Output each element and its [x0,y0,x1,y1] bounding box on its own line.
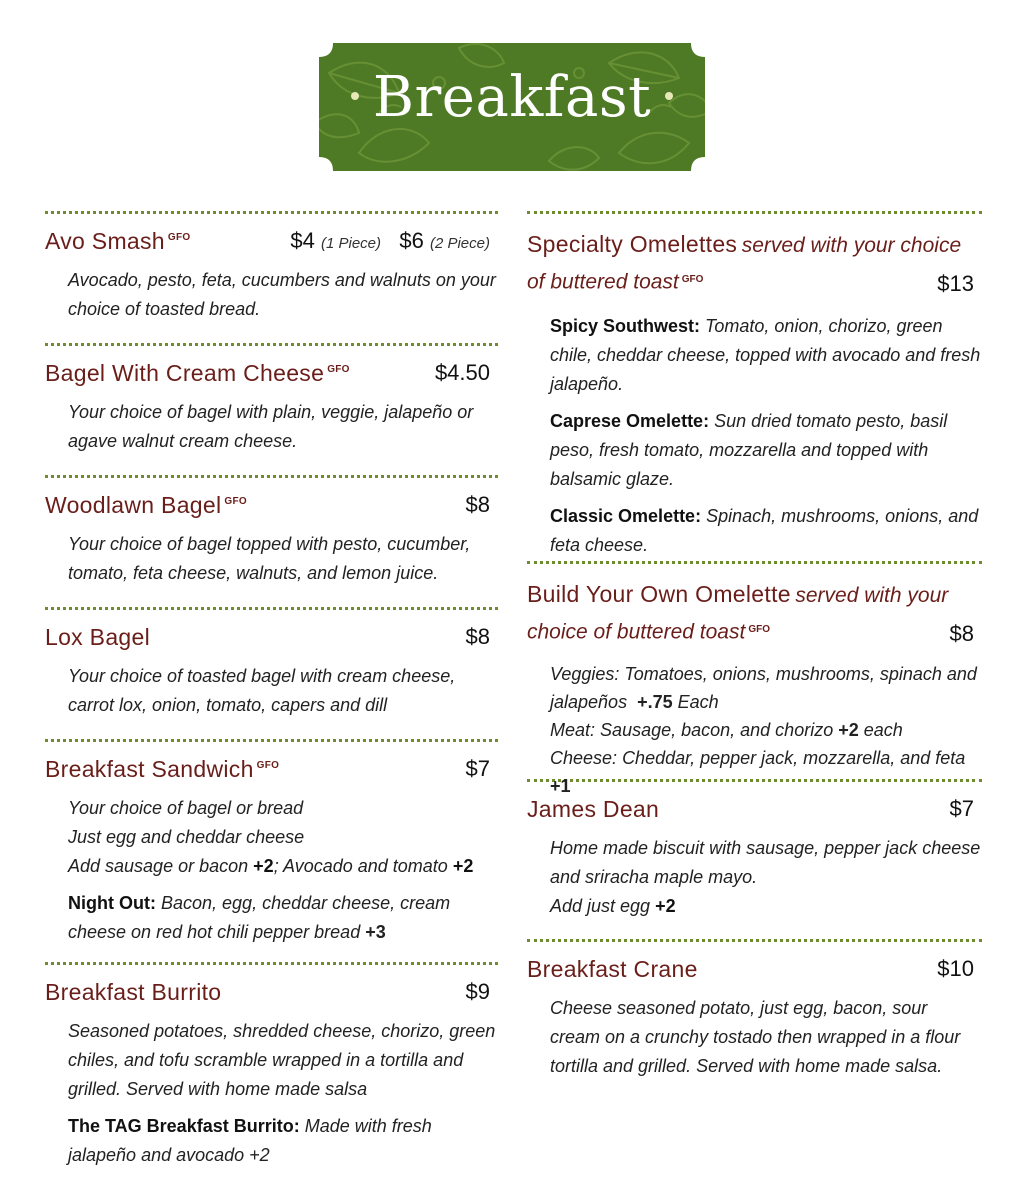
banner-title: Breakfast [372,65,652,130]
menu-item-specialty-omelettes [527,214,982,561]
item-description: Cheese seasoned potato, just egg, bacon, sour cream on a crunchy tostado then wrapped in a flour tortilla and grilled. Served with home made salsa. [550,998,961,1076]
menu-item-woodlawn-bagel [45,478,498,607]
item-price: $13 [937,271,974,297]
sub-item-spicy-southwest: Spicy Southwest: Tomato, onion, chorizo, green chile, cheddar cheese, topped with avocado and fresh jalapeño. [550,316,981,395]
sub-item-caprese: Caprese Omelette: Sun dried tomato pesto, basil peso, fresh tomato, mozzarella and topped with balsamic glaze. [550,411,948,490]
item-name: Build Your Own Omelette [527,581,791,607]
sub-item-classic: Classic Omelette: Spinach, mushrooms, onions, and feta cheese. [550,506,979,556]
item-description: Your choice of bagel topped with pesto, cucumber, tomato, feta cheese, walnuts, and lemon juice. [68,534,471,583]
sub-item-tag-burrito: The TAG Breakfast Burrito: Made with fresh jalapeño and avocado +2 [68,1116,432,1165]
menu-item-breakfast-sandwich [45,742,498,962]
item-description: Your choice of bagel or bread Just egg and cheddar cheese Add sausage or bacon +2; Avocado and tomato +2 [68,798,474,876]
item-price: $7 [465,756,490,781]
menu-item-james-dean [527,782,982,939]
gfo-badge: GFO [748,624,770,635]
menu-item-lox-bagel [45,610,498,739]
item-name: Avo Smash $^{GFO}$ [45,228,191,254]
gfo-badge: GFO [256,760,280,772]
item-price: $4 (1 Piece) $6 (2 Piece) [290,228,490,253]
item-options: Veggies: Tomatoes, onions, mushrooms, spinach and jalapeños +.75 Each Meat: Sausage, bacon, and chorizo +2 each Cheese: Cheddar, pepper jack, mozzarella, and feta +1 [550,664,977,797]
banner-title-wrap [319,65,705,130]
item-name: Specialty Omelettes [527,231,738,257]
item-description: Your choice of bagel with plain, veggie, jalapeño or agave walnut cream cheese. [68,402,474,451]
item-price: $4.50 [434,360,490,385]
menu-item-bagel-cream-cheese [45,346,498,475]
item-description: Avocado, pesto, feta, cucumbers and walnuts on your choice of toasted bread. [68,270,496,319]
served-note: served with your choice of buttered toast [527,234,962,294]
item-name: Breakfast Burrito [45,979,222,1005]
item-header [527,214,982,300]
gfo-badge: GFO [167,232,191,244]
item-name: Breakfast Sandwich $^{GFO}$ [45,756,280,782]
right-column [527,211,982,1082]
item-price: $7 [949,796,974,821]
dot-icon [351,92,359,100]
item-name: Woodlawn Bagel $^{GFO}$ [45,492,247,518]
item-price: $9 [465,979,490,1004]
left-column [45,211,498,1165]
item-price: $8 [949,621,974,647]
menu-item-breakfast-burrito [45,965,498,1165]
item-description: Your choice of toasted bagel with cream cheese, carrot lox, onion, tomato, capers and dill [68,666,456,715]
gfo-badge: GFO [224,496,247,508]
item-name: Lox Bagel [45,624,150,650]
item-description: Seasoned potatoes, shredded cheese, chorizo, green chiles, and tofu scramble wrapped in a tortilla and grilled. Served with home made salsa [68,1021,496,1099]
item-name: Breakfast Crane [527,956,698,982]
dot-icon [665,92,673,100]
breakfast-banner [319,43,705,171]
item-price: $8 [465,624,490,649]
item-description: Home made biscuit with sausage, pepper jack cheese and sriracha maple mayo. Add just egg +2 [550,838,981,916]
item-name: James Dean [527,796,660,822]
gfo-badge: GFO [681,274,704,285]
menu-item-breakfast-crane [527,942,982,1082]
menu-item-build-your-own-omelette [527,564,982,797]
sub-item-night-out: Night Out: Bacon, egg, cheddar cheese, cream cheese on red hot chili pepper bread +3 [68,893,451,942]
menu-item-avo-smash [45,214,498,343]
item-name: Bagel With Cream Cheese $^{GFO}$ [45,360,350,386]
item-header [527,564,982,650]
gfo-badge: GFO [327,364,350,376]
item-price: $10 [937,956,974,981]
item-price: $8 [465,492,490,517]
served-note: served with your choice of buttered toast [527,584,949,644]
